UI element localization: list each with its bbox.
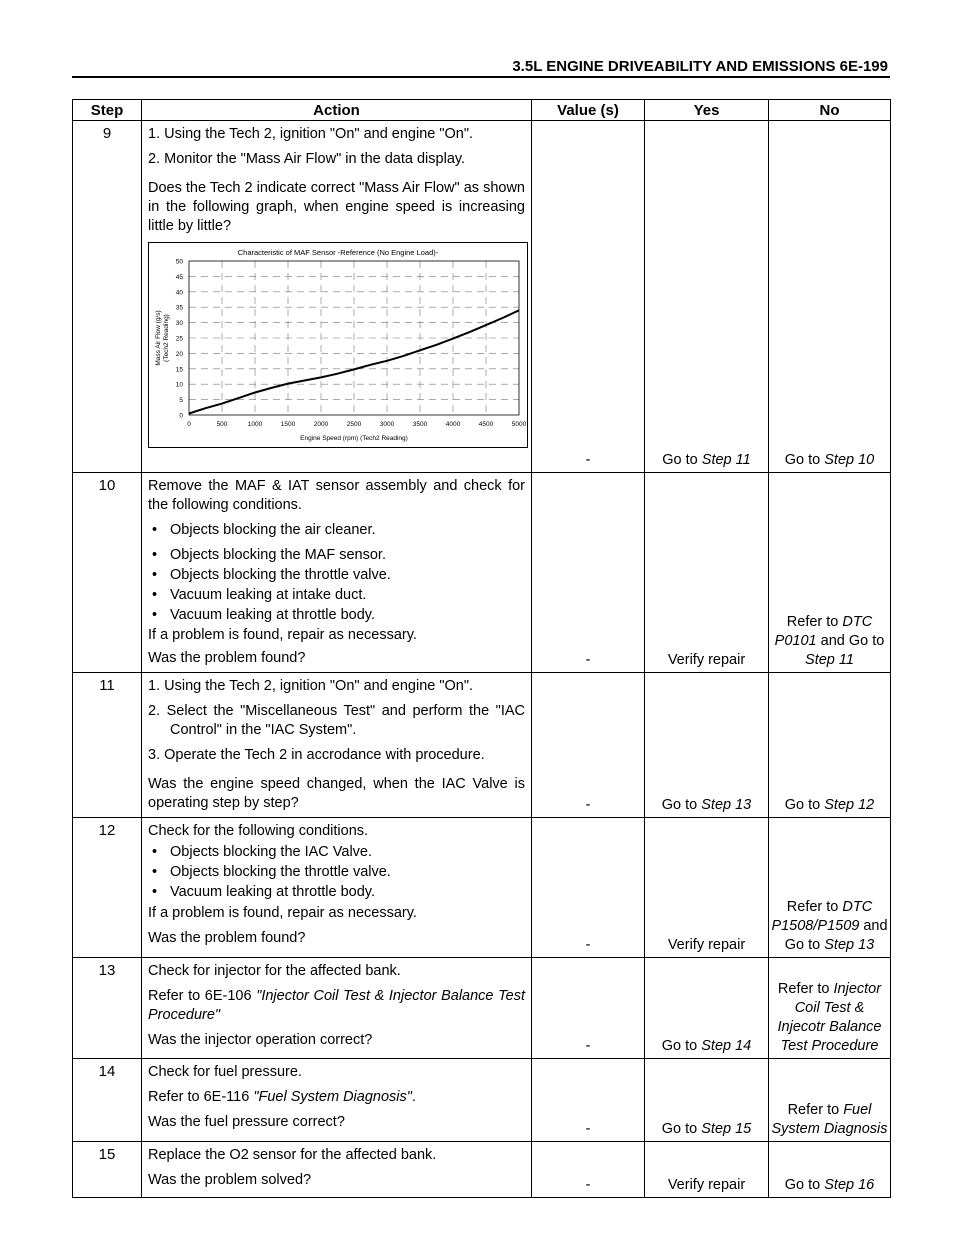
value-cell: - <box>532 1059 645 1142</box>
table-row-step-13 <box>73 958 891 1059</box>
intro-text: Check for injector for the affected bank. <box>148 963 401 979</box>
header-step: Step <box>73 100 142 121</box>
no-text: and Go to <box>816 633 885 649</box>
step-number: 13 <box>73 958 142 1059</box>
maf-chart <box>148 242 528 448</box>
x-tick-label: 3500 <box>412 421 428 428</box>
value-cell: - <box>532 473 645 673</box>
page-title: 3.5L ENGINE DRIVEABILITY AND EMISSIONS 6E-199 <box>512 58 888 75</box>
no-text: Go to <box>784 797 825 813</box>
question-text: Was the injector operation correct? <box>148 1032 373 1048</box>
no-cell <box>769 958 891 1059</box>
x-tick-label: 2500 <box>346 421 362 428</box>
question-text: Was the problem solved? <box>148 1172 312 1188</box>
yes-text: Go to <box>661 1038 702 1054</box>
x-tick-label: 3000 <box>379 421 395 428</box>
list-item: • Vacuum leaking at throttle body. <box>148 883 525 902</box>
yes-cell: Verify repair <box>645 473 769 673</box>
table-row-step-14 <box>73 1059 891 1142</box>
diagnostic-table <box>72 99 891 1198</box>
reference-prefix: Refer to 6E-116 <box>148 1089 254 1105</box>
y-axis-label-line2: (Tech2 Reading) <box>163 314 170 362</box>
step-action <box>142 958 532 1059</box>
list-item: • Vacuum leaking at intake duct. <box>148 586 525 605</box>
list-item: • Objects blocking the throttle valve. <box>148 863 525 882</box>
reference-suffix: . <box>411 1089 416 1105</box>
table-row-step-15 <box>73 1142 891 1198</box>
list-item: • Objects blocking the throttle valve. <box>148 566 525 585</box>
step-action <box>142 473 532 673</box>
numbered-item: 2. Monitor the "Mass Air Flow" in the data display. <box>148 151 466 167</box>
y-tick-label: 45 <box>175 273 183 281</box>
x-tick-label: 1000 <box>247 421 263 428</box>
yes-cell: Verify repair <box>645 1142 769 1198</box>
value-cell: - <box>532 121 645 473</box>
x-tick-label: 0 <box>187 421 191 428</box>
step-number: 11 <box>73 673 142 818</box>
no-text: Go to <box>784 1177 825 1193</box>
no-cell <box>769 1142 891 1198</box>
question-text: Does the Tech 2 indicate correct "Mass Air Flow" as shown in the following graph, when engine speed is increasing little by little? <box>148 180 525 234</box>
intro-text: Check for fuel pressure. <box>148 1064 302 1080</box>
reference-text <box>148 987 525 1025</box>
chart-title: Characteristic of MAF Sensor -Reference (No Engine Load)- <box>237 248 439 257</box>
step-action <box>142 1142 532 1198</box>
no-cell <box>769 673 891 818</box>
y-axis-label-line1: Mass Air Flow (g/s) <box>155 310 162 366</box>
step-number: 9 <box>73 121 142 473</box>
y-tick-label: 10 <box>175 381 183 389</box>
question-text: Was the engine speed changed, when the IAC Valve is operating step by step? <box>148 776 525 811</box>
after-text: If a problem is found, repair as necessary. <box>148 905 417 921</box>
x-tick-label: 500 <box>216 421 228 428</box>
y-tick-label: 25 <box>175 335 183 343</box>
yes-cell <box>645 1059 769 1142</box>
yes-cell: Verify repair <box>645 818 769 958</box>
no-step-link: Step 10 <box>824 452 875 468</box>
no-cell <box>769 1059 891 1142</box>
x-tick-label: 4000 <box>445 421 461 428</box>
intro-text: Check for the following conditions. <box>148 823 369 839</box>
list-item: • Objects blocking the air cleaner. <box>148 521 525 540</box>
no-step-link: Step 16 <box>824 1177 875 1193</box>
no-text: Refer to <box>786 614 843 630</box>
yes-step-link: Step 14 <box>701 1038 752 1054</box>
numbered-item: 3. Operate the Tech 2 in accrodance with procedure. <box>148 747 485 763</box>
intro-text: Replace the O2 sensor for the affected bank. <box>148 1147 437 1163</box>
x-tick-label: 5000 <box>511 421 527 428</box>
yes-cell <box>645 673 769 818</box>
no-text: Refer to <box>787 1102 844 1118</box>
yes-step-link: Step 11 <box>701 452 751 468</box>
step-number: 15 <box>73 1142 142 1198</box>
no-step-link: Step 13 <box>824 937 875 953</box>
yes-text: Go to <box>661 1121 702 1137</box>
step-number: 14 <box>73 1059 142 1142</box>
numbered-item: 1. Using the Tech 2, ignition "On" and engine "On". <box>148 126 474 142</box>
yes-cell <box>645 121 769 473</box>
no-cell <box>769 818 891 958</box>
value-cell: - <box>532 673 645 818</box>
value-cell: - <box>532 1142 645 1198</box>
question-text: Was the problem found? <box>148 650 306 666</box>
question-text: Was the problem found? <box>148 930 306 946</box>
header-value: Value (s) <box>532 100 645 121</box>
step-action <box>142 818 532 958</box>
step-action <box>142 121 532 473</box>
no-text: and Go to <box>784 918 888 953</box>
yes-step-link: Step 13 <box>701 797 752 813</box>
header-action: Action <box>142 100 532 121</box>
page-header <box>72 56 890 78</box>
step-action <box>142 1059 532 1142</box>
no-text: Refer to <box>777 981 834 997</box>
yes-text: Go to <box>661 797 702 813</box>
y-tick-label: 50 <box>175 258 183 266</box>
value-cell: - <box>532 818 645 958</box>
step-number: 12 <box>73 818 142 958</box>
y-tick-label: 20 <box>175 350 183 358</box>
no-dtc-link: DTC P0101 <box>774 614 873 649</box>
no-text: Refer to <box>786 899 843 915</box>
table-row-step-12 <box>73 818 891 958</box>
condition-list <box>148 843 525 902</box>
after-text: If a problem is found, repair as necessary. <box>148 627 417 643</box>
no-text: Go to <box>784 452 825 468</box>
yes-text: Go to <box>662 452 702 468</box>
table-header-row <box>73 100 891 121</box>
numbered-item: 2. Select the "Miscellaneous Test" and perform the "IAC Control" in the "IAC System". <box>148 703 525 738</box>
no-cell <box>769 121 891 473</box>
x-axis-label: Engine Speed (rpm) (Tech2 Reading) <box>300 435 408 442</box>
x-tick-label: 4500 <box>478 421 494 428</box>
question-text: Was the fuel pressure correct? <box>148 1114 345 1130</box>
x-tick-label: 1500 <box>280 421 296 428</box>
table-row-step-9 <box>73 121 891 473</box>
numbered-item: 1. Using the Tech 2, ignition "On" and engine "On". <box>148 678 474 694</box>
value-cell: - <box>532 958 645 1059</box>
table-row-step-11 <box>73 673 891 818</box>
yes-step-link: Step 15 <box>701 1121 752 1137</box>
step-number: 10 <box>73 473 142 673</box>
header-no: No <box>769 100 891 121</box>
y-tick-label: 5 <box>179 397 183 405</box>
y-tick-label: 0 <box>179 412 183 420</box>
y-tick-label: 35 <box>175 304 183 312</box>
x-tick-label: 2000 <box>313 421 329 428</box>
no-step-link: Step 11 <box>805 652 854 668</box>
no-procedure-link: Fuel System Diagnosis <box>771 1102 888 1137</box>
step-action <box>142 673 532 818</box>
y-tick-label: 30 <box>175 320 183 328</box>
condition-list <box>148 521 525 625</box>
reference-procedure: "Injector Coil Test & Injector Balance Test Procedure" <box>148 988 525 1023</box>
no-step-link: Step 12 <box>824 797 875 813</box>
list-item: • Objects blocking the MAF sensor. <box>148 546 525 565</box>
y-tick-label: 40 <box>175 289 183 297</box>
y-tick-label: 15 <box>175 366 183 374</box>
no-cell <box>769 473 891 673</box>
no-procedure-link: Injector Coil Test & Injecotr Balance Test Procedure <box>777 981 882 1054</box>
list-item: • Objects blocking the IAC Valve. <box>148 843 525 862</box>
reference-procedure: "Fuel System Diagnosis" <box>253 1089 412 1105</box>
reference-prefix: Refer to 6E-106 <box>148 988 257 1004</box>
list-item: • Vacuum leaking at throttle body. <box>148 606 525 625</box>
maf-chart-svg <box>149 243 527 447</box>
header-yes: Yes <box>645 100 769 121</box>
no-dtc-link: DTC P1508/P1509 <box>771 899 873 934</box>
reference-text <box>148 1088 525 1107</box>
yes-cell <box>645 958 769 1059</box>
table-row-step-10 <box>73 473 891 673</box>
intro-text: Remove the MAF & IAT sensor assembly and check for the following conditions. <box>148 478 525 513</box>
